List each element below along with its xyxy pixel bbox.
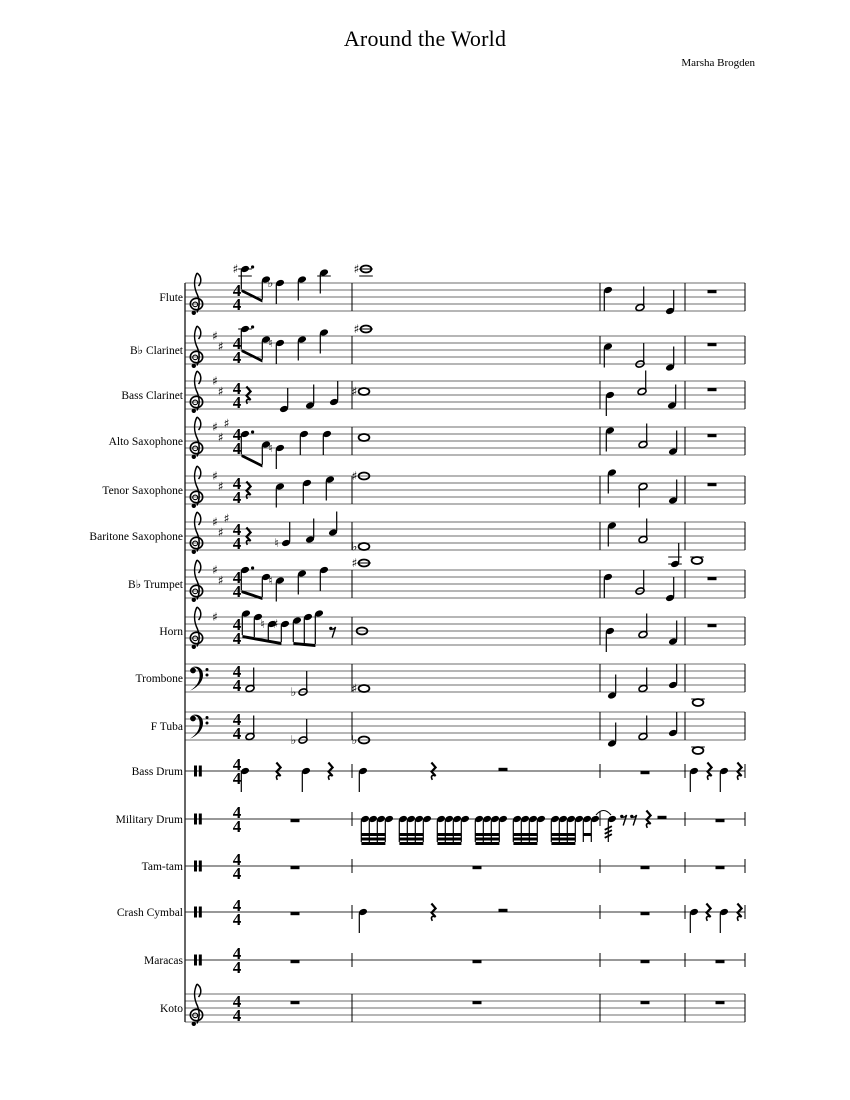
quarter-rest [737, 763, 741, 777]
beam [437, 833, 461, 836]
treble-clef-icon [190, 512, 202, 554]
key-sharp: ♯ [212, 610, 218, 625]
time-sig-top: 4 [232, 896, 242, 915]
quarter-rest-hook [276, 775, 280, 779]
whole-rest [291, 866, 300, 869]
instrument-label-trombone: Trombone [135, 673, 183, 685]
instrument-label-bb-trumpet: B♭ Trumpet [128, 579, 183, 591]
treble-clef-icon [190, 273, 202, 315]
beam [242, 635, 281, 645]
accidental: ♯ [353, 262, 360, 277]
beam [475, 838, 499, 841]
whole-rest [708, 483, 717, 486]
quarter-rest [737, 904, 741, 918]
time-sig-top: 4 [232, 474, 242, 493]
clef-loop-inner [193, 446, 198, 451]
page-title: Around the World [343, 26, 507, 51]
note-head-whole [692, 557, 703, 564]
key-sharp: ♯ [217, 384, 224, 399]
time-sig-top: 4 [232, 281, 242, 300]
clef-hook [197, 326, 201, 339]
note-head-whole [359, 434, 370, 441]
time-sig-bottom: 4 [232, 488, 242, 507]
whole-rest [473, 960, 482, 963]
eighth-rest [331, 627, 336, 638]
beam [475, 833, 499, 836]
beam [437, 838, 461, 841]
accidental: ♮ [268, 336, 273, 351]
whole-rest [716, 819, 725, 822]
whole-rest [641, 960, 650, 963]
accidental: ♭ [351, 733, 358, 748]
clef-dot [206, 716, 209, 719]
clef-hook [197, 371, 201, 384]
time-sig-bottom: 4 [232, 582, 242, 601]
instrument-label-maracas: Maracas [144, 955, 183, 967]
staff-alto-sax [109, 417, 745, 469]
clef-dot [206, 668, 209, 671]
whole-rest [708, 388, 717, 391]
whole-rest [473, 1001, 482, 1004]
clef-bar [199, 861, 202, 872]
whole-rest [291, 819, 300, 822]
time-sig-bottom: 4 [232, 393, 242, 412]
key-sharp: ♯ [217, 479, 224, 494]
whole-rest [291, 960, 300, 963]
beam [583, 833, 591, 836]
staff-flute [159, 262, 745, 315]
composer-name: Marsha Brogden [681, 57, 755, 69]
clef-bar [194, 766, 197, 777]
clef-hook [197, 417, 201, 430]
clef-dot [206, 674, 209, 677]
accidental: ♭ [267, 276, 274, 291]
instrument-label-horn: Horn [159, 626, 183, 638]
clef-blob [192, 409, 196, 413]
quarter-rest-hook [246, 399, 250, 403]
accidental: ♯ [353, 322, 360, 337]
quarter-rest [707, 763, 711, 777]
time-sig-bottom: 4 [232, 1006, 242, 1025]
quarter-rest-hook [707, 775, 711, 779]
accidental: ♯ [232, 262, 239, 277]
key-sharp: ♯ [212, 515, 218, 530]
tie [596, 811, 611, 816]
time-sig-top: 4 [232, 615, 242, 634]
time-sig-top: 4 [232, 425, 242, 444]
note-head-whole [359, 543, 370, 550]
clef-loop-inner [193, 495, 198, 500]
whole-rest [708, 577, 717, 580]
clef-blob [192, 364, 196, 368]
clef-blob [192, 598, 196, 602]
time-sig-bottom: 4 [232, 864, 242, 883]
key-sharp: ♯ [223, 416, 230, 431]
instrument-label-tam-tam: Tam-tam [141, 861, 183, 873]
accidental: ♭ [351, 539, 358, 554]
time-sig-bottom: 4 [232, 676, 242, 695]
beam [513, 842, 537, 845]
time-sig-top: 4 [232, 334, 242, 353]
beam [399, 838, 423, 841]
treble-clef-icon [190, 560, 202, 602]
key-sharp: ♯ [223, 511, 230, 526]
clef-bar [194, 814, 197, 825]
key-sharp: ♯ [217, 525, 224, 540]
whole-rest [716, 866, 725, 869]
clef-hook [197, 466, 201, 479]
beam [551, 842, 575, 845]
treble-clef-icon [190, 466, 202, 508]
whole-rest [291, 1001, 300, 1004]
quarter-rest [706, 904, 710, 918]
staff-trombone [136, 662, 746, 706]
half-rest [658, 816, 667, 819]
clef-hook [197, 607, 201, 620]
accidental: ♯ [272, 617, 279, 632]
accidental: ♯ [351, 384, 358, 399]
quarter-rest [646, 811, 650, 825]
instrument-label-baritone-sax: Baritone Saxophone [89, 531, 183, 543]
eighth-rest [622, 815, 627, 826]
augmentation-dot [251, 265, 254, 268]
whole-rest [641, 1001, 650, 1004]
whole-rest [708, 290, 717, 293]
key-sharp: ♯ [212, 420, 218, 435]
beam [361, 838, 385, 841]
accidental: ♮ [274, 536, 279, 551]
time-sig-top: 4 [232, 992, 242, 1011]
clef-loop-inner [193, 302, 198, 307]
quarter-rest-hook [431, 775, 435, 779]
accidental: ♯ [351, 681, 358, 696]
beam [241, 590, 262, 600]
beam [361, 842, 385, 845]
note-head-whole [359, 685, 370, 692]
time-sig-bottom: 4 [232, 439, 242, 458]
beam [551, 838, 575, 841]
staff-bass-clarinet [121, 371, 745, 417]
quarter-rest [328, 763, 332, 777]
clef-blob [192, 1022, 196, 1026]
clef-hook [197, 984, 201, 997]
clef-hook [197, 512, 201, 525]
whole-rest [641, 912, 650, 915]
time-sig-bottom: 4 [232, 348, 242, 367]
key-sharp: ♯ [212, 469, 218, 484]
time-sig-bottom: 4 [232, 769, 242, 788]
clef-blob [192, 311, 196, 315]
staff-bass-drum [132, 755, 745, 792]
time-sig-bottom: 4 [232, 534, 242, 553]
augmentation-dot [251, 325, 254, 328]
whole-rest [716, 960, 725, 963]
key-sharp: ♯ [212, 374, 218, 389]
quarter-rest [246, 387, 250, 401]
time-sig-top: 4 [232, 710, 242, 729]
time-sig-top: 4 [232, 662, 242, 681]
quarter-rest-hook [706, 916, 710, 920]
clef-blob [192, 550, 196, 554]
time-sig-top: 4 [232, 568, 242, 587]
clef-blob [192, 645, 196, 649]
whole-rest [473, 866, 482, 869]
clef-head [190, 668, 196, 674]
staff-f-tuba [151, 710, 745, 754]
clef-loop-inner [193, 589, 198, 594]
treble-clef-icon [190, 326, 202, 368]
instrument-label-flute: Flute [159, 292, 183, 304]
time-sig-top: 4 [232, 379, 242, 398]
treble-clef-icon [190, 417, 202, 459]
quarter-rest-hook [431, 916, 435, 920]
clef-bar [199, 814, 202, 825]
beam [513, 838, 537, 841]
beam [513, 833, 537, 836]
quarter-rest [246, 482, 250, 496]
time-sig-bottom: 4 [232, 910, 242, 929]
beam [399, 842, 423, 845]
staff-tam-tam [142, 850, 745, 883]
clef-bar [199, 955, 202, 966]
time-sig-top: 4 [232, 944, 242, 963]
accidental: ♮ [268, 441, 273, 456]
clef-head [190, 716, 196, 722]
whole-rest [708, 624, 717, 627]
whole-rest [641, 771, 650, 774]
staff-baritone-sax [89, 512, 745, 569]
bass-clef-icon [190, 667, 209, 691]
treble-clef-icon [190, 371, 202, 413]
key-sharp: ♯ [212, 329, 218, 344]
instrument-label-bass-clarinet: Bass Clarinet [121, 390, 183, 402]
clef-bar [194, 861, 197, 872]
half-rest [499, 909, 508, 912]
whole-rest [641, 866, 650, 869]
augmentation-dot [251, 430, 254, 433]
clef-blob [192, 455, 196, 459]
quarter-rest-hook [737, 916, 741, 920]
clef-bar [194, 907, 197, 918]
time-sig-top: 4 [232, 803, 242, 822]
note-head-whole [359, 388, 370, 395]
beam [399, 833, 423, 836]
whole-rest [291, 912, 300, 915]
key-sharp: ♯ [212, 563, 218, 578]
quarter-rest [431, 904, 435, 918]
beam [241, 454, 262, 468]
staff-bb-trumpet [128, 556, 745, 602]
staff-horn [159, 607, 745, 652]
accidental: ♯ [351, 556, 358, 571]
eighth-rest [632, 815, 637, 826]
clef-bar [199, 766, 202, 777]
instrument-label-crash-cymbal: Crash Cymbal [116, 907, 183, 919]
time-sig-top: 4 [232, 520, 242, 539]
beam [361, 833, 385, 836]
clef-loop-inner [193, 636, 198, 641]
staff-tenor-sax [102, 466, 745, 508]
time-sig-top: 4 [232, 755, 242, 774]
time-sig-top: 4 [232, 850, 242, 869]
beam [241, 349, 262, 363]
beam [551, 833, 575, 836]
clef-blob [192, 504, 196, 508]
quarter-rest [246, 528, 250, 542]
whole-rest [716, 1001, 725, 1004]
note-head-whole [693, 699, 704, 706]
quarter-rest-hook [737, 775, 741, 779]
time-sig-bottom: 4 [232, 817, 242, 836]
accidental: ♮ [268, 573, 273, 588]
beam [437, 842, 461, 845]
accidental: ♮ [260, 617, 265, 632]
staff-maracas [144, 944, 745, 977]
instrument-label-tenor-sax: Tenor Saxophone [102, 485, 183, 497]
key-sharp: ♯ [217, 573, 224, 588]
treble-clef-icon [190, 607, 202, 649]
staff-military-drum [116, 803, 745, 845]
instrument-label-military-drum: Military Drum [115, 814, 183, 826]
augmentation-dot [251, 566, 254, 569]
staff-crash-cymbal [117, 896, 745, 933]
beam [241, 289, 262, 303]
beam [475, 842, 499, 845]
accidental: ♭ [290, 685, 297, 700]
whole-rest [708, 343, 717, 346]
clef-dot [206, 722, 209, 725]
quarter-rest-hook [328, 775, 332, 779]
accidental: ♯ [351, 469, 358, 484]
half-rest [499, 768, 508, 771]
clef-hook [197, 273, 201, 286]
treble-clef-icon [190, 984, 202, 1026]
instrument-label-koto: Koto [160, 1003, 183, 1015]
note-head-whole [693, 747, 704, 754]
quarter-rest-hook [646, 823, 650, 827]
quarter-rest [431, 763, 435, 777]
instrument-label-alto-sax: Alto Saxophone [108, 436, 183, 448]
key-sharp: ♯ [217, 430, 224, 445]
clef-bar [199, 907, 202, 918]
quarter-rest-hook [246, 494, 250, 498]
quarter-rest [276, 763, 280, 777]
clef-hook [197, 560, 201, 573]
accidental: ♭ [290, 733, 297, 748]
clef-loop-inner [193, 541, 198, 546]
time-sig-bottom: 4 [232, 958, 242, 977]
time-sig-bottom: 4 [232, 629, 242, 648]
instrument-label-bass-drum: Bass Drum [131, 766, 183, 778]
clef-loop-inner [193, 400, 198, 405]
clef-loop-inner [193, 355, 198, 360]
whole-rest [708, 434, 717, 437]
bass-clef-icon [190, 715, 209, 739]
key-sharp: ♯ [217, 339, 224, 354]
clef-bar [194, 955, 197, 966]
staff-koto [160, 984, 745, 1026]
instrument-label-f-tuba: F Tuba [150, 721, 183, 733]
instrument-label-bb-clarinet: B♭ Clarinet [129, 345, 183, 357]
time-sig-bottom: 4 [232, 724, 242, 743]
quarter-rest-hook [246, 540, 250, 544]
clef-loop-inner [193, 1013, 198, 1018]
time-sig-bottom: 4 [232, 295, 242, 314]
staff-bb-clarinet [130, 322, 745, 371]
